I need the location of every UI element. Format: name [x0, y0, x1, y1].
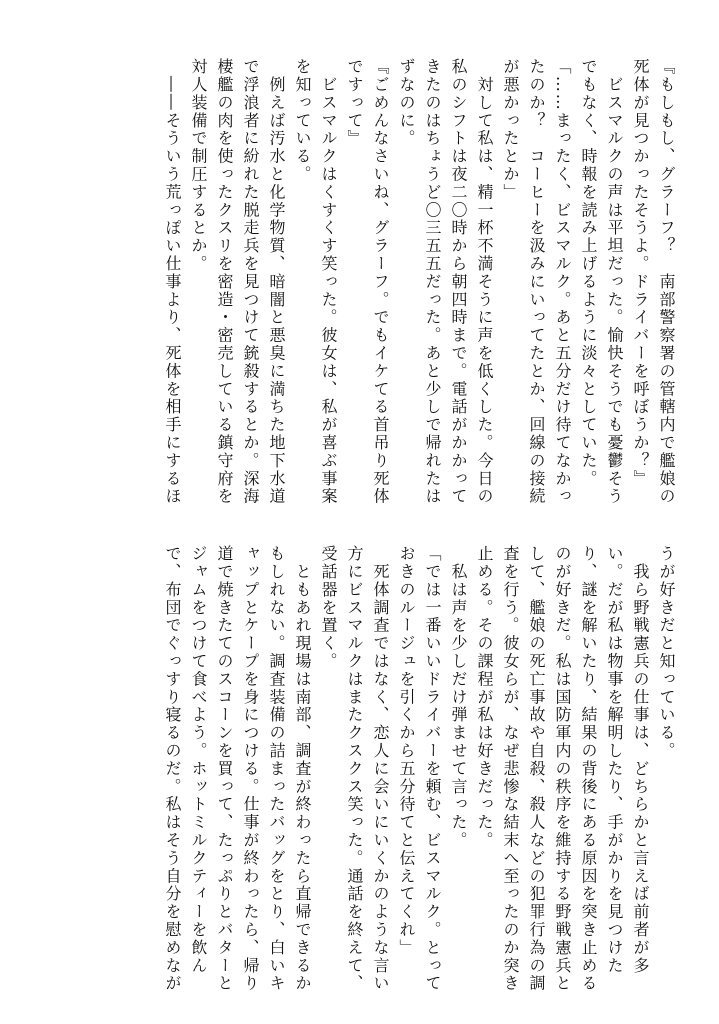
text-line: ビスマルクの声は平坦だった。愉快そうでも憂鬱そう: [605, 58, 624, 506]
text-line: 道で焼きたてのスコーンを買って、たっぷりとバターと: [215, 545, 234, 993]
text-line: おきのルージュを引くから五分待てと伝えてくれ」: [397, 545, 416, 957]
text-line: 対人装備で制圧するとか。: [189, 58, 208, 273]
text-line: り、謎を解いたり、結果の背後にある原因を突き止める: [579, 545, 598, 993]
text-line: を知っている。: [293, 58, 312, 184]
text-line: きたのはちょうど〇三五五だった。あと少しで帰れたは: [423, 58, 442, 506]
lower-text-block: [159, 545, 679, 993]
text-line: 死体調査ではなく、恋人に会いにいくかのような言い: [371, 545, 390, 993]
text-line: もしれない。調査装備の詰まったバッグをとり、白いキ: [267, 545, 286, 993]
text-line: 止める。その課程が私は好きだった。: [475, 545, 494, 850]
text-line: 私のシフトは夜二〇時から朝四時まで。電話がかかって: [449, 58, 468, 506]
text-line: 「……まったく、ビスマルク。あと五分だけ待てなかっ: [553, 58, 572, 506]
text-line: ――そういう荒っぽい仕事より、死体を相手にするほ: [163, 58, 182, 506]
upper-text-block: [159, 58, 679, 528]
text-line: 例えば汚水と化学物質、暗闇と悪臭に満ちた地下水道: [267, 58, 286, 506]
text-line: ビスマルクはくすくす笑った。彼女は、私が喜ぶ事案: [319, 58, 338, 506]
text-line: ジャムをつけて食べよう。ホットミルクティーを飲ん: [189, 545, 208, 975]
text-line: でもなく、時報を読み上げるように淡々としていた。: [579, 58, 598, 488]
text-line: 査を行う。彼女らが、なぜ悲惨な結末へ至ったのか突き: [501, 545, 520, 993]
text-line: ともあれ現場は南部、調査が終わったら直帰できるか: [293, 545, 312, 993]
text-line: のが好きだ。私は国防軍内の秩序を維持する野戦憲兵と: [553, 545, 572, 993]
text-line: 「では一番いいドライバーを頼む、ビスマルク。とって: [423, 545, 442, 993]
text-line: い。だが私は物事を解明したり、手がかりを見つけた: [605, 545, 624, 975]
text-line: 受話器を置く。: [319, 545, 338, 671]
text-line: うが好きだと知っている。: [657, 545, 676, 760]
text-line: ずなのに。: [397, 58, 416, 148]
text-line: たのか？ コーヒーを汲みにいってたとか、回線の接続: [527, 58, 546, 506]
text-line: 対して私は、精一杯不満そうに声を低くした。今日の: [475, 58, 494, 506]
text-line: 我ら野戦憲兵の仕事は、どちらかと言えば前者が多: [631, 545, 650, 975]
text-line: 方にビスマルクはまたクスクス笑った。通話を終えて、: [345, 545, 364, 993]
text-line: 棲艦の肉を使ったクスリを密造・密売している鎮守府を: [215, 58, 234, 506]
text-line: して、艦娘の死亡事故や自殺、殺人などの犯罪行為の調: [527, 545, 546, 993]
text-line: ャップとケープを身につける。仕事が終わったら、帰り: [241, 545, 260, 993]
text-line: 『もしもし、グラーフ？ 南部警察署の管轄内で艦娘の: [657, 58, 676, 506]
text-line: が悪かったとか」: [501, 58, 520, 202]
text-line: 『ごめんなさいね、グラーフ。でもイケてる首吊り死体: [371, 58, 390, 506]
text-line: で、布団でぐっすり寝るのだ。私はそう自分を慰めなが: [163, 545, 182, 993]
text-line: 私は声を少しだけ弾ませて言った。: [449, 545, 468, 850]
text-line: ですって』: [345, 58, 364, 148]
text-line: で浮浪者に紛れた脱走兵を見つけて銃殺するとか。深海: [241, 58, 260, 506]
text-line: 死体が見つかったそうよ。ドライバーを呼ぼうか？』: [631, 58, 650, 488]
